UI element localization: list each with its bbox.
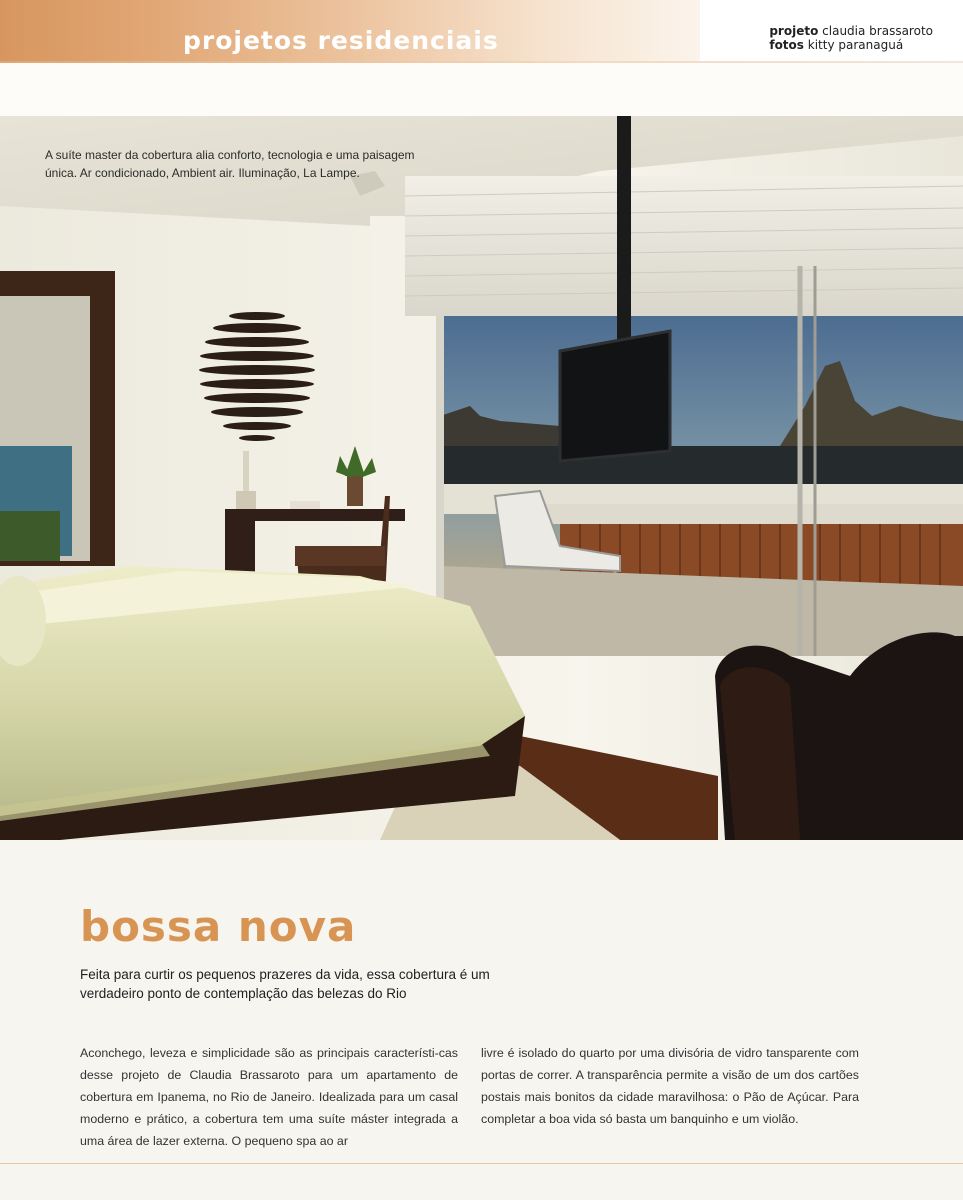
- article-column-1: Aconchego, leveza e simplicidade são as principais característi-cas desse projeto de Claudia Brassaroto para um apartamento de cobertura em Ipanema, no Rio de Janeiro. Idealizada para um casal moderno e prático, a cobertura tem uma suíte máster integrada a uma área de lazer externa. O pequeno spa ao ar: [80, 1046, 458, 1148]
- article-column-2: livre é isolado do quarto por uma divisória de vidro tansparente com portas de correr. A transparência permite a visão de um dos cartões postais mais bonitos da cidade maravilhosa: o Pão de Açúcar. Para completar a boa vida só basta um banquinho e um violão.: [481, 1046, 859, 1126]
- article-headline: bossa nova: [80, 902, 357, 951]
- credit-photos: [769, 38, 933, 52]
- bedroom-photo-illustration: [0, 116, 963, 840]
- photo-caption: A suíte master da cobertura alia conforto, tecnologia e uma paisagem única. Ar condicionado, Ambient air. Iluminação, La Lampe.: [45, 148, 415, 180]
- bedroom-photo: [0, 116, 963, 840]
- section-title: projetos residenciais: [183, 26, 499, 55]
- credit-project-name: claudia brassaroto: [822, 24, 933, 38]
- photo-credits: [769, 24, 933, 52]
- article-lede: Feita para curtir os pequenos prazeres da vida, essa cobertura é um verdadeiro ponto de contemplação das belezas do Rio: [80, 967, 490, 1001]
- credit-project-label: projeto: [769, 24, 819, 38]
- credit-photos-label: fotos: [769, 38, 804, 52]
- footer-rule: [0, 1163, 963, 1164]
- header-spacer: [0, 63, 963, 116]
- credit-photos-name: kitty paranaguá: [807, 38, 904, 52]
- credit-project: [769, 24, 933, 38]
- page-header: [0, 0, 963, 62]
